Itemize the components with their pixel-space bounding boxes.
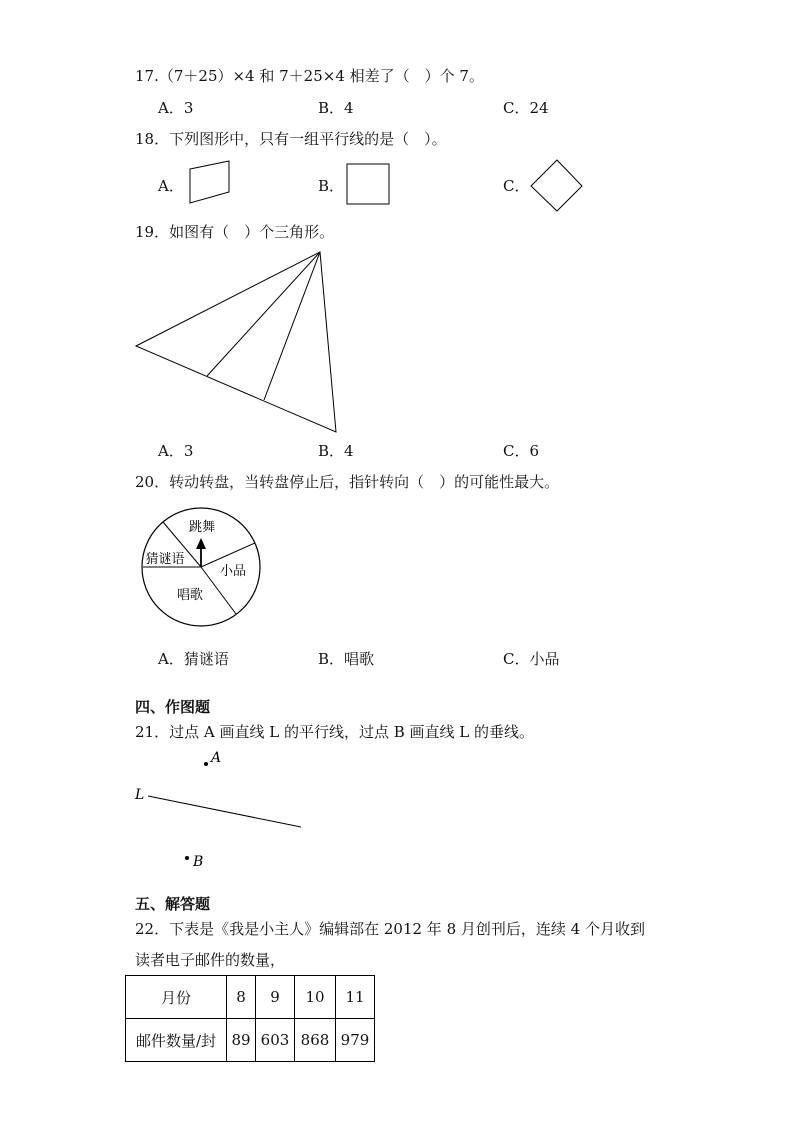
table-cell: 11 bbox=[336, 976, 375, 1019]
table-cell: 868 bbox=[295, 1019, 336, 1062]
line-l-label: L bbox=[135, 787, 145, 803]
table-cell: 979 bbox=[336, 1019, 375, 1062]
point-b-label: B bbox=[193, 854, 204, 870]
q19-option-a: A．3 bbox=[158, 442, 194, 460]
q18-option-a: A． bbox=[158, 177, 184, 195]
section-title-answer: 五、解答题 bbox=[135, 895, 211, 913]
email-count-table bbox=[125, 975, 375, 1062]
q21-stem: 21．过点 A 画直线 L 的平行线，过点 B 画直线 L 的垂线。 bbox=[135, 723, 535, 741]
q17-option-a: A．3 bbox=[158, 99, 194, 117]
q19-option-c: C．6 bbox=[503, 442, 540, 460]
q18-option-c: C． bbox=[503, 177, 530, 195]
point-a-label: A bbox=[211, 750, 222, 766]
q22-stem-line1: 22．下表是《我是小主人》编辑部在 2012 年 8 月创刊后，连续 4 个月收到 bbox=[135, 920, 645, 938]
table-cell: 9 bbox=[256, 976, 295, 1019]
q20-option-b: B．唱歌 bbox=[318, 650, 375, 668]
q17-option-b: B．4 bbox=[318, 99, 354, 117]
table-row bbox=[126, 976, 375, 1019]
q17-stem: 17.（7＋25）×4 和 7＋25×4 相差了（ ）个 7。 bbox=[135, 67, 484, 85]
q19-option-b: B．4 bbox=[318, 442, 354, 460]
spinner-label-dance: 跳舞 bbox=[188, 520, 216, 535]
table-cell: 89 bbox=[227, 1019, 256, 1062]
table-cell: 603 bbox=[256, 1019, 295, 1062]
point-b-dot bbox=[185, 856, 189, 860]
table-cell: 8 bbox=[227, 976, 256, 1019]
q17-option-c: C．24 bbox=[503, 99, 549, 117]
table-header-month: 月份 bbox=[126, 976, 227, 1019]
spinner-label-sing: 唱歌 bbox=[176, 588, 204, 603]
q20-option-c: C．小品 bbox=[503, 650, 560, 668]
table-cell: 10 bbox=[295, 976, 336, 1019]
q20-option-a: A．猜谜语 bbox=[158, 650, 229, 668]
q19-stem: 19．如图有（ ）个三角形。 bbox=[135, 223, 335, 241]
spinner-label-skit: 小品 bbox=[219, 564, 247, 579]
line-l bbox=[148, 796, 301, 827]
q20-stem: 20．转动转盘，当转盘停止后，指针转向（ ）的可能性最大。 bbox=[135, 473, 560, 491]
point-a-dot bbox=[204, 762, 208, 766]
table-row bbox=[126, 1019, 375, 1062]
section-title-drawing: 四、作图题 bbox=[135, 698, 211, 716]
table-header-count: 邮件数量/封 bbox=[126, 1019, 227, 1062]
q18-option-b: B． bbox=[318, 177, 345, 195]
spinner-label-riddle: 猜谜语 bbox=[145, 552, 185, 567]
q18-stem: 18．下列图形中，只有一组平行线的是（ ）。 bbox=[135, 130, 447, 148]
q22-stem-line2: 读者电子邮件的数量， bbox=[135, 951, 286, 969]
